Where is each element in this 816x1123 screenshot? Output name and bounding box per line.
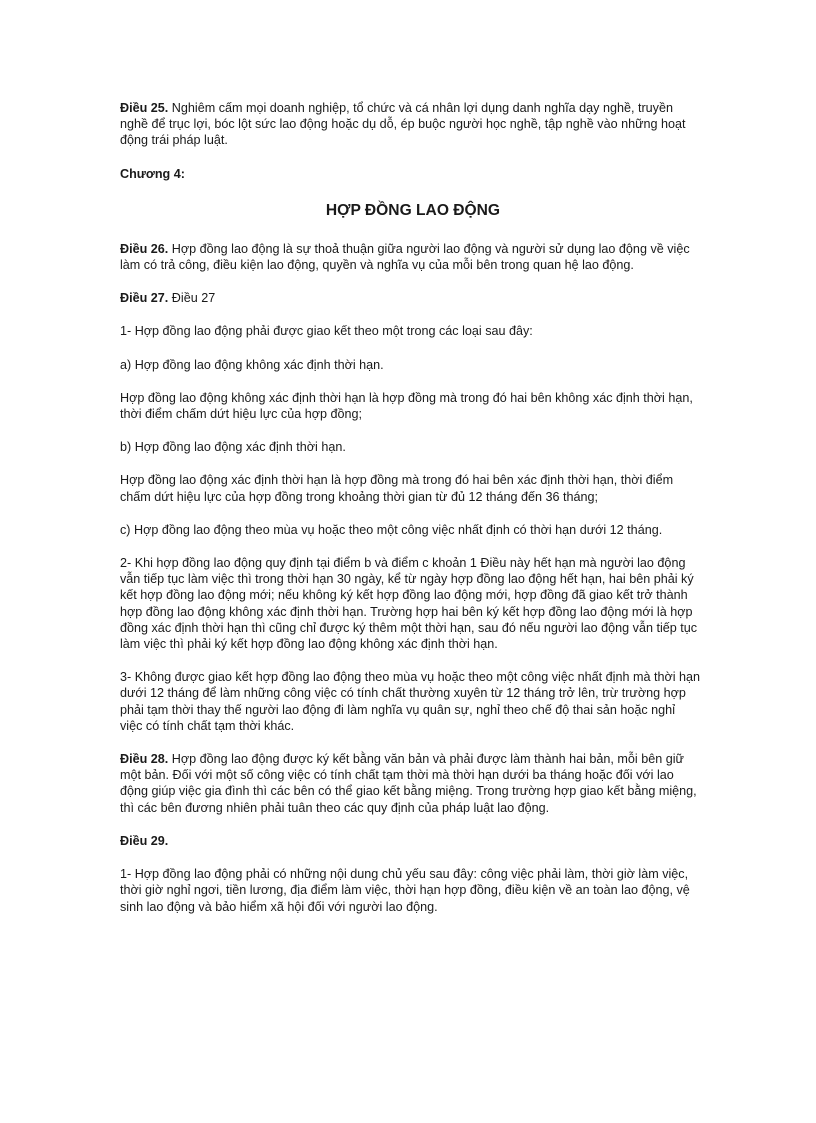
article-28-label: Điều 28. (120, 752, 169, 767)
article-28-text: Hợp đồng lao động được ký kết bằng văn bản và phải được làm thành hai bản, mỗi bên giữ một bản. Đối với một số công việc có tính chất tạm thời mà thời hạn dưới ba tháng hoặc đối với lao động giúp việc gia đình thì các bên có thể giao kết bằng miệng. Trong trường hợp giao kết bằng miệng, thì các bên đương nhiên phải tuân theo các quy định của pháp luật lao động. (120, 752, 697, 815)
article-27-heading (120, 290, 700, 306)
article-25 (120, 100, 700, 149)
article-25-label: Điều 25. (120, 101, 169, 115)
article-27-paragraph: 1- Hợp đồng lao động phải được giao kết theo một trong các loại sau đây: (120, 324, 533, 339)
article-27-paragraph: Hợp đồng lao động xác định thời hạn là hợp đồng mà trong đó hai bên xác định thời hạn, thời điểm chấm dứt hiệu lực của hợp đồng trong khoảng thời gian từ đủ 12 tháng đến 36 tháng; (120, 473, 674, 504)
article-27-paragraph: 2- Khi hợp đồng lao động quy định tại điểm b và điểm c khoản 1 Điều này hết hạn mà người lao động vẫn tiếp tục làm việc thì trong thời hạn 30 ngày, kể từ ngày hợp đồng lao động hết hạn, hai bên phải ký kết hợp đồng lao động mới; nếu không ký kết hợp đồng lao động mới, hợp đồng đã giao kết trở thành hợp đồng lao động không xác định thời hạn. Trường hợp hai bên ký kết hợp đồng lao động mới là hợp đồng xác định thời hạn thì cũng chỉ được ký thêm một thời hạn, sau đó nếu người lao động vẫn tiếp tục làm việc thì phải ký kết hợp đồng lao động không xác định thời hạn. (120, 556, 698, 652)
chapter-label: Chương 4: (120, 166, 185, 181)
article-27-text: Điều 27 (168, 291, 216, 306)
article-26-text: Hợp đồng lao động là sự thoả thuận giữa người lao động và người sử dụng lao động về việc làm có trả công, điều kiện lao động, quyền và nghĩa vụ của mỗi bên trong quan hệ lao động. (120, 241, 690, 273)
article-29-paragraph: 1- Hợp đồng lao động phải có những nội dung chủ yếu sau đây: công việc phải làm, thời giờ làm việc, thời giờ nghỉ ngơi, tiền lương, địa điểm làm việc, thời hạn hợp đồng, điều kiện về an toàn lao động, vệ sinh lao động và bảo hiểm xã hội đối với người lao động. (120, 867, 690, 914)
article-28 (120, 751, 700, 816)
article-27-paragraph: b) Hợp đồng lao động xác định thời hạn. (120, 440, 346, 455)
article-26 (120, 241, 700, 273)
article-27-label: Điều 27. (120, 291, 169, 306)
article-26-label: Điều 26. (120, 241, 169, 256)
article-27-paragraph: a) Hợp đồng lao động không xác định thời hạn. (120, 357, 384, 372)
article-27-paragraph: c) Hợp đồng lao động theo mùa vụ hoặc theo một công việc nhất định có thời hạn dưới 12 tháng. (120, 522, 663, 537)
chapter-title: HỢP ĐỒNG LAO ĐỘNG (325, 201, 501, 219)
document-page (120, 100, 700, 932)
article-25-text: Nghiêm cấm mọi doanh nghiệp, tổ chức và cá nhân lợi dụng danh nghĩa dạy nghề, truyền nghề để trục lợi, bóc lột sức lao động hoặc dụ dỗ, ép buộc người học nghề, tập nghề vào những hoạt động trái pháp luật. (120, 101, 686, 148)
article-27-paragraph: 3- Không được giao kết hợp đồng lao động theo mùa vụ hoặc theo một công việc nhất định mà thời hạn dưới 12 tháng để làm những công việc có tính chất thường xuyên từ 12 tháng trở lên, trừ trường hợp phải tạm thời thay thế người lao động đi làm nghĩa vụ quân sự, nghỉ theo chế độ thai sản hoặc nghỉ việc có tính chất tạm thời khác. (120, 670, 701, 733)
article-27-paragraph: Hợp đồng lao động không xác định thời hạn là hợp đồng mà trong đó hai bên không xác định thời hạn, thời điểm chấm dứt hiệu lực của hợp đồng; (120, 390, 693, 422)
article-29-label: Điều 29. (120, 833, 169, 848)
